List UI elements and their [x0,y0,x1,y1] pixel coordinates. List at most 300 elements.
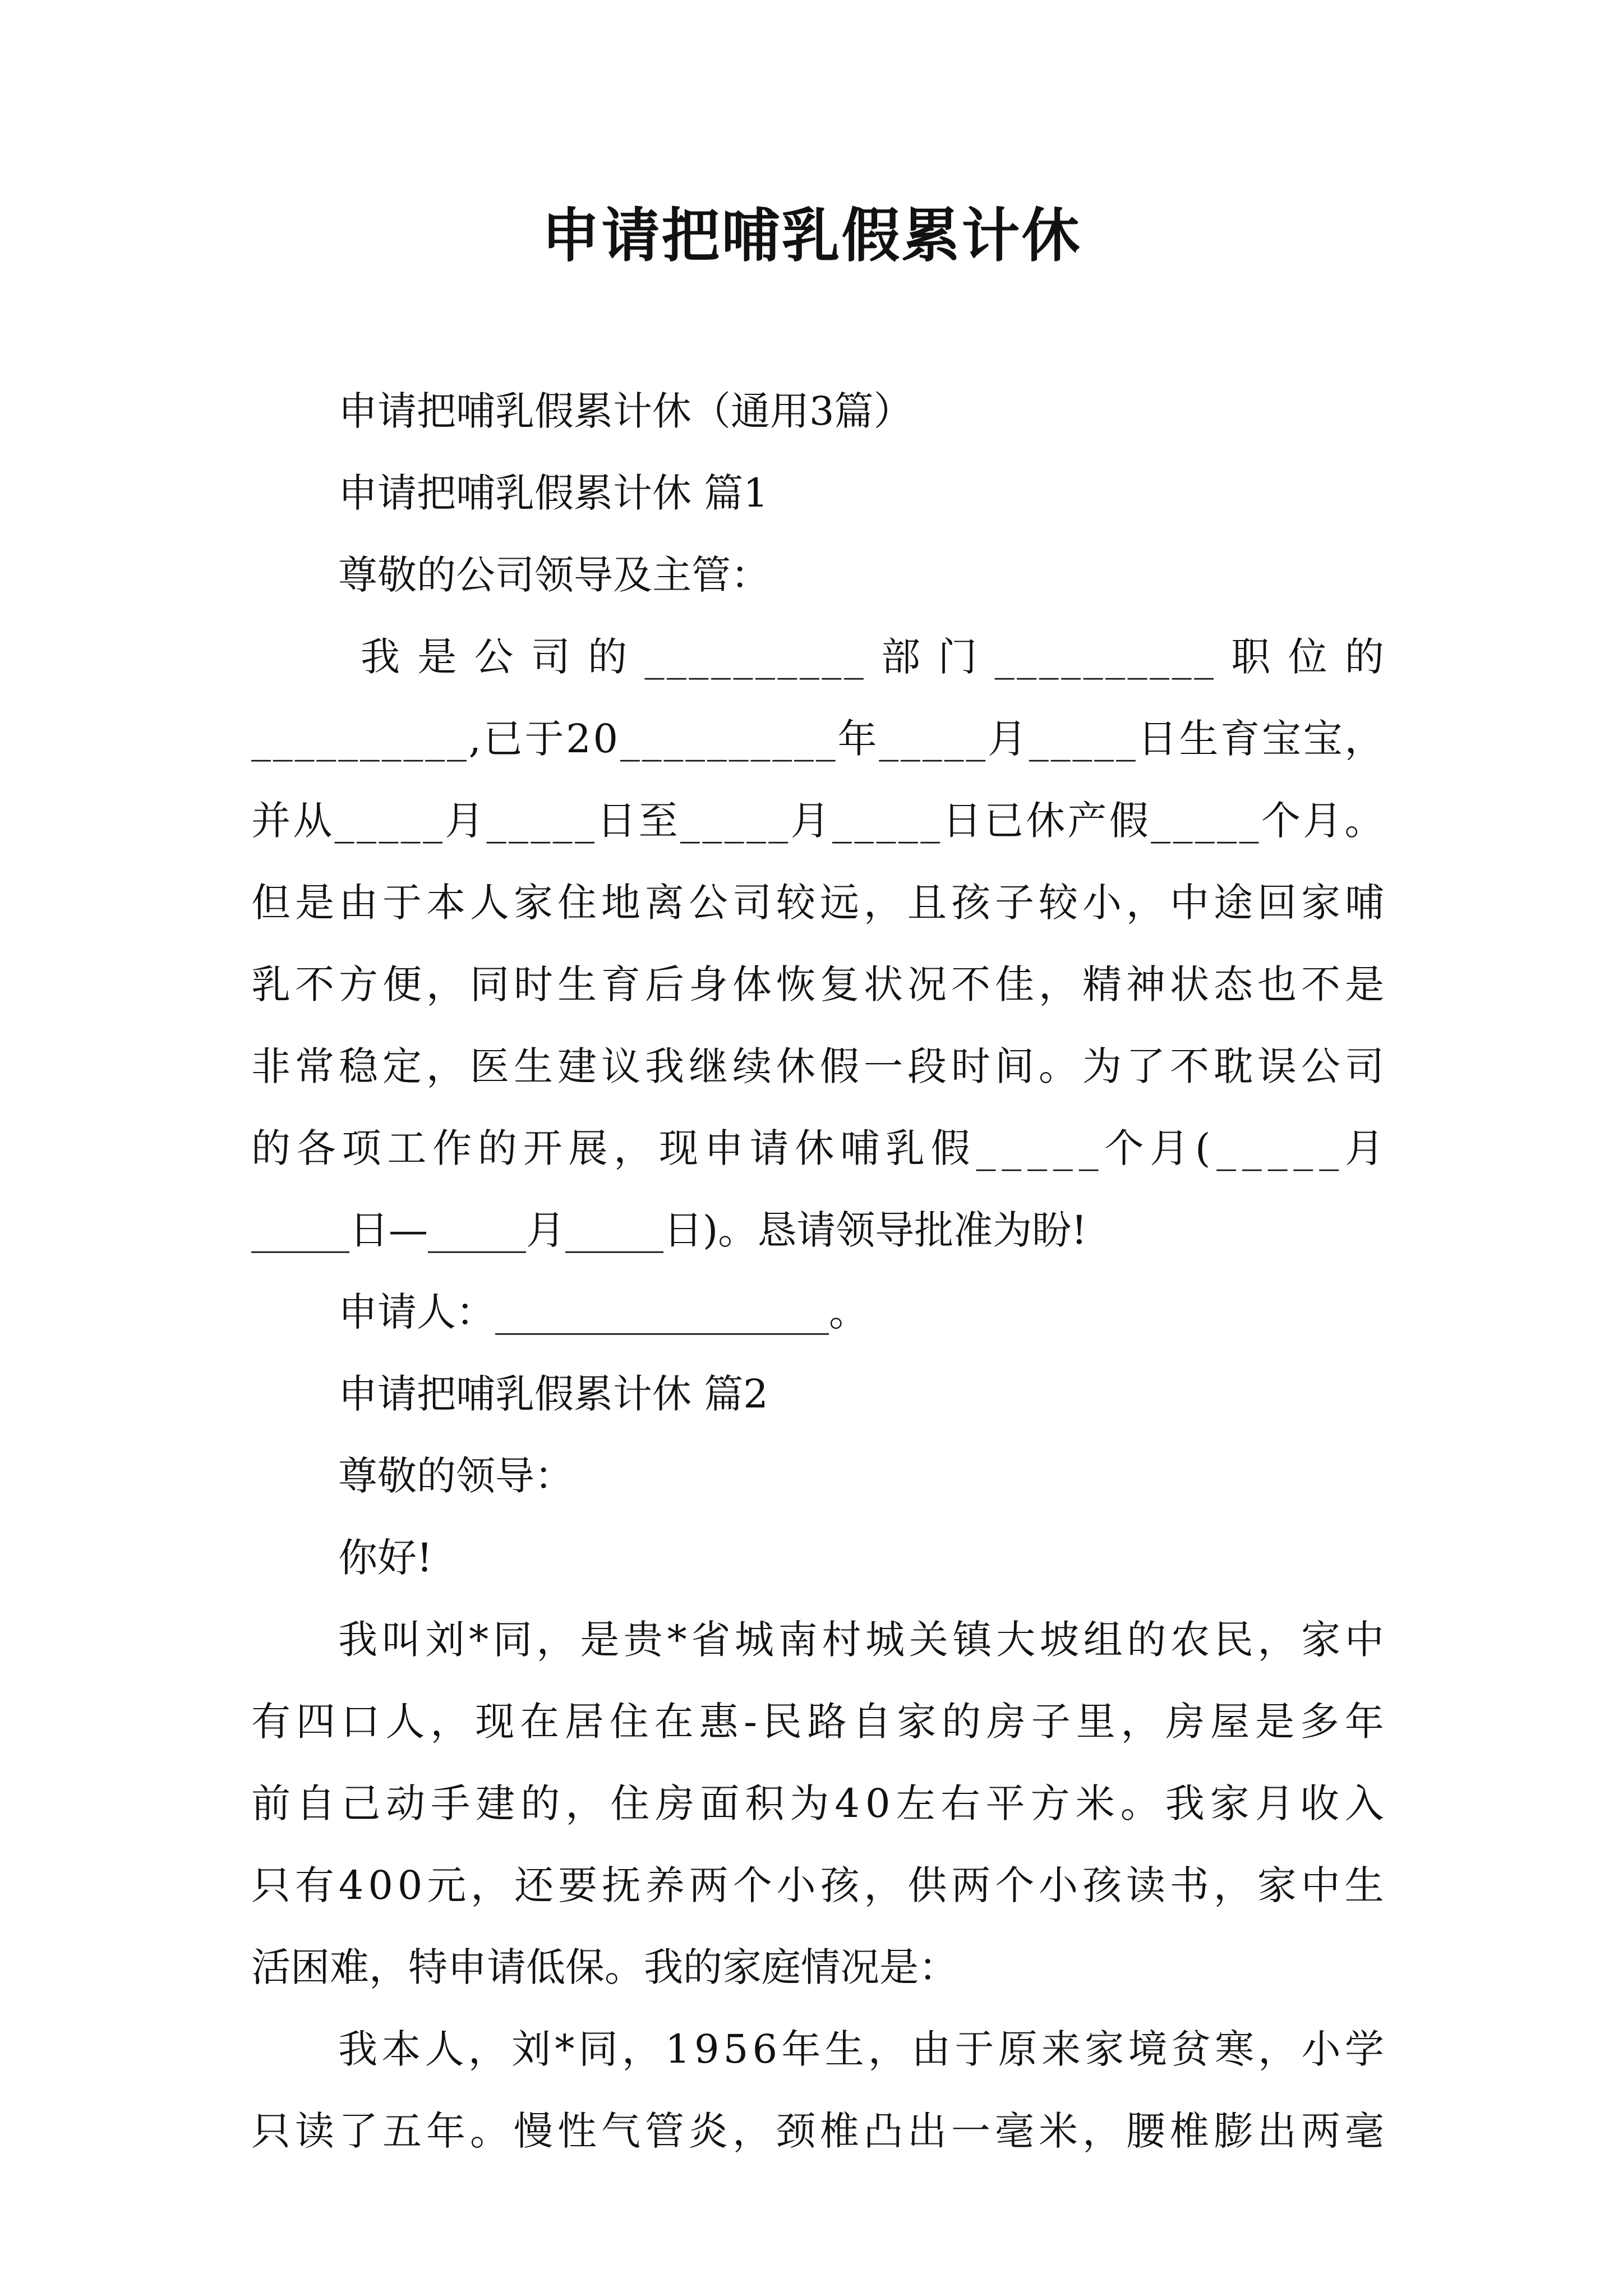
text-line: 申请把哺乳假累计休 篇2 [338,1371,768,1417]
text-char: _ [724,798,744,844]
text-char: 毫 [1345,2108,1384,2154]
text-char: 但 [251,880,291,926]
text-char: 关 [909,1617,948,1663]
text-line [251,1025,1384,1107]
text-char: 村 [822,1617,861,1663]
text-char: 省 [691,1617,731,1663]
text-char: 是 [1345,961,1384,1007]
text-char: _ [815,716,836,762]
text-char: 2 [566,716,591,762]
text-char: _ [294,716,315,762]
text-char: 现 [659,1125,699,1171]
text-char: 己 [341,1780,381,1826]
text-char: 口 [340,1699,380,1745]
text-char: ， [1082,2108,1122,2154]
text-char: _ [1195,798,1215,844]
text-char: 年 [1344,1699,1384,1745]
text-char: 的 [251,1125,291,1171]
text-char: 元 [427,1862,467,1908]
text-char: _ [531,798,551,844]
text-char: _ [711,634,731,680]
text-char: 6 [752,2026,778,2072]
text-char: _ [768,798,789,844]
text-char: 要 [558,1862,598,1908]
text-char: _ [733,634,753,680]
text-char: 毫 [995,2108,1034,2154]
text-char: ， [1344,716,1384,762]
text-char [866,616,878,698]
text-char [1330,616,1342,698]
text-char: _ [422,798,442,844]
text-char: 生 [824,2026,864,2072]
text-char: 房 [655,1780,695,1826]
text-char: 状 [864,961,903,1007]
text-char: _ [251,716,271,762]
text-line [251,862,1384,944]
text-line: 你好! [338,1535,433,1581]
text-char: _ [1078,1125,1099,1171]
text-char: 续 [732,1043,772,1089]
text-char: ， [536,1617,576,1663]
text-char: _ [403,716,423,762]
text-char: 腰 [1126,2108,1165,2154]
text-char: 椎 [1170,2108,1209,2154]
text-line [251,1763,1384,1844]
text-char: 0 [368,1862,393,1908]
text-char: 由 [911,2026,951,2072]
text-char: 子 [1031,1699,1071,1745]
text-char: 月 [445,798,485,844]
text-char: 方 [339,961,378,1007]
text-char: 方 [1030,1780,1070,1826]
text-char: 有 [294,1862,334,1908]
text-char: 性 [557,2108,597,2154]
text-char: 月 [1255,1780,1294,1826]
text-char: 请 [749,1125,789,1171]
text-char: _ [1319,1125,1339,1171]
text-char: _ [1151,798,1171,844]
text-char: 个 [1261,798,1301,844]
text-char: 身 [689,961,728,1007]
text-char: 。 [1120,1780,1160,1826]
text-char: 乳 [885,1125,925,1171]
text-char: 多 [1299,1699,1339,1745]
text-char: 各 [296,1125,336,1171]
text-char: 的 [588,634,628,680]
text-char: 城 [865,1617,905,1663]
text-char: 居 [564,1699,604,1745]
text-char: _ [901,716,921,762]
text-char: 日 [1137,716,1177,762]
text-char: 生 [1344,1862,1384,1908]
text-char: 间 [995,1043,1034,1089]
text-char: _ [400,798,421,844]
text-char: 假 [820,1043,859,1089]
text-char: _ [702,798,722,844]
text-char: 于 [955,2026,994,2072]
text-char: 我 [338,2026,377,2072]
text-char: _ [642,716,662,762]
text-char: _ [755,634,775,680]
text-char: 日 [597,798,637,844]
text-char: 0 [593,716,619,762]
text-char: 小 [776,1862,816,1908]
text-char: 镇 [952,1617,992,1663]
text-char: 凸 [864,2108,903,2154]
text-char: 一 [864,1043,903,1089]
text-char: 组 [1083,1617,1123,1663]
text-char: ， [732,2108,772,2154]
text-char: _ [944,716,964,762]
text-char: 体 [732,961,772,1007]
text-char: 便 [382,961,422,1007]
text-char: 位 [1288,634,1327,680]
text-char: 孩 [1082,1862,1122,1908]
text-char: 5 [723,2026,749,2072]
text-char: 同 [492,1617,532,1663]
text-char: 育 [1220,716,1260,762]
text-char: 还 [514,1862,554,1908]
text-char: ， [1126,880,1165,926]
text-char: 于 [382,880,422,926]
text-char: _ [1039,634,1059,680]
text-char: 寒 [1215,2026,1255,2072]
text-char: 于 [524,716,564,762]
text-char: _ [879,716,899,762]
text-char: _ [334,798,354,844]
text-char: _ [689,634,709,680]
text-line: _____日—_____月_____日)。恳请领导批准为盼! [251,1207,1087,1253]
text-char: 年 [837,716,877,762]
text-char: 较 [776,880,815,926]
text-char: 的 [520,1780,560,1826]
text-char: 米 [1075,1780,1115,1826]
text-char: 日 [942,798,982,844]
text-char: 人 [385,1699,425,1745]
text-char: _ [777,634,797,680]
text-char: 职 [1231,634,1271,680]
text-char: 气 [601,2108,640,2154]
text-char: 本 [426,880,465,926]
text-char: 颈 [776,2108,815,2154]
text-char: 宝 [1303,716,1343,762]
text-char: 从 [293,798,333,844]
text-char: _ [1150,634,1170,680]
text-line [251,1107,1384,1189]
text-char: 家 [1257,1862,1297,1908]
text-char: _ [1029,716,1049,762]
text-char: 年 [781,2026,821,2072]
text-char [980,616,992,698]
text-char: ， [614,1125,653,1171]
text-char: _ [552,798,573,844]
text-char: 开 [523,1125,562,1171]
text-char: 门 [938,634,978,680]
text-char: 刘 [425,1617,465,1663]
text-char: 生 [514,1043,553,1089]
text-char: ， [864,1862,903,1908]
text-char: 医 [470,1043,509,1089]
text-char: _ [772,716,792,762]
text-char [630,616,642,698]
text-char: ， [1039,961,1078,1007]
text-char [1216,616,1229,698]
text-char: _ [1293,1125,1313,1171]
text-char: _ [1002,1125,1022,1171]
text-char: 只 [251,2108,291,2154]
text-char: ， [468,2026,508,2072]
text-char: _ [1017,634,1037,680]
text-char: 。 [1344,798,1384,844]
text-char: 同 [578,2026,618,2072]
text-char: 回 [1257,880,1297,926]
text-char: 书 [1169,1862,1209,1908]
text-char: 司 [732,880,772,926]
text-char: 不 [951,961,990,1007]
text-char: - [744,1699,757,1745]
text-char: 平 [985,1780,1025,1826]
text-char: 了 [339,2108,378,2154]
text-char: 休 [776,1043,815,1089]
text-char: 况 [907,961,947,1007]
text-char: 后 [645,961,684,1007]
text-char: 是 [417,634,457,680]
text-char: 个 [1104,1125,1144,1171]
text-char: 原 [998,2026,1038,2072]
text-char: 休 [795,1125,834,1171]
text-char: 坡 [1039,1617,1079,1663]
text-char: 状 [1170,961,1209,1007]
text-line: 活困难，特申请低保。我的家庭情况是： [251,1944,958,1990]
text-line [251,1681,1384,1763]
text-char: 左 [896,1780,935,1826]
text-char: 态 [1214,961,1253,1007]
text-char: _ [1172,634,1192,680]
text-char: , [468,716,481,762]
text-char: _ [920,798,940,844]
text-char: 至 [638,798,678,844]
text-char: 人 [425,2026,464,2072]
text-char: 米 [1039,2108,1078,2154]
text-line: 申请把哺乳假累计休（通用3篇） [338,388,913,434]
text-char: 动 [386,1780,426,1826]
text-char: 一 [951,2108,990,2154]
text-char: _ [750,716,771,762]
text-char: ， [864,880,903,926]
text-char: _ [486,798,506,844]
text-char [1273,616,1285,698]
text-char: _ [381,716,402,762]
document-title: 申请把哺乳假累计休 [541,201,1082,270]
text-char: 宝 [1261,716,1301,762]
text-char [923,616,935,698]
text-char: _ [832,798,852,844]
text-char: 叫 [381,1617,421,1663]
text-char: 时 [514,961,553,1007]
text-char: 继 [689,1043,728,1089]
text-char: 两 [689,1862,728,1908]
text-char: ， [565,1780,605,1826]
text-char: 我 [645,1043,684,1089]
text-char: 读 [295,2108,334,2154]
text-char: 由 [339,880,378,926]
text-char: 耽 [1214,1043,1253,1089]
text-char: 家 [1301,1617,1341,1663]
text-char: _ [1027,1125,1048,1171]
text-char: 误 [1257,1043,1297,1089]
text-char: 生 [1179,716,1219,762]
text-char: 南 [778,1617,818,1663]
text-char: 是 [1255,1699,1295,1745]
text-char: ， [1258,2026,1298,2072]
text-char: _ [1239,798,1259,844]
text-char: ， [430,1699,470,1745]
text-char: 月 [988,716,1027,762]
text-char: 自 [296,1780,336,1826]
text-char: 人 [470,880,509,926]
text-char: _ [922,716,942,762]
text-char: 假 [1109,798,1149,844]
text-char: _ [1127,634,1147,680]
text-char: ， [868,2026,907,2072]
text-char: _ [666,634,686,680]
text-char: 惠 [699,1699,739,1745]
text-char: _ [1194,634,1214,680]
text-char: 慢 [514,2108,553,2154]
text-char: ， [621,2026,661,2072]
text-char: 养 [645,1862,685,1908]
text-char: 休 [1026,798,1066,844]
text-char: 大 [996,1617,1036,1663]
text-char: 建 [476,1780,515,1826]
text-char: 中 [1170,880,1209,926]
text-char: 路 [807,1699,847,1745]
text-char: _ [994,634,1015,680]
text-char: 为 [1082,1043,1122,1089]
text-char: _ [1053,1125,1073,1171]
text-char: 工 [387,1125,427,1171]
text-char: ， [1121,1699,1160,1745]
text-char: _ [1050,716,1071,762]
text-char: 的 [1344,634,1384,680]
text-char [403,616,415,698]
text-char: _ [794,716,814,762]
text-char: 在 [520,1699,560,1745]
text-char: 收 [1299,1780,1339,1826]
text-char: _ [685,716,706,762]
text-char: 个 [732,1862,772,1908]
text-char: 来 [1041,2026,1081,2072]
text-char: 中 [1344,1617,1384,1663]
text-char: 住 [557,880,597,926]
text-char: 住 [609,1699,649,1745]
text-char: _ [359,716,380,762]
text-char: 出 [907,2108,947,2154]
text-char: ， [1213,1862,1253,1908]
text-char: 非 [251,1043,291,1089]
text-char: 里 [1076,1699,1115,1745]
text-char: 家 [897,1699,937,1745]
text-char: 不 [1301,961,1340,1007]
text-line: 尊敬的公司领导及主管： [338,552,770,598]
text-char: 现 [475,1699,515,1745]
text-char: 4 [834,1780,860,1826]
text-char: _ [976,1125,996,1171]
text-char: _ [707,716,727,762]
text-char: _ [746,798,766,844]
text-char: 两 [951,1862,991,1908]
text-char: ， [471,1862,510,1908]
text-char: 年 [426,2108,465,2154]
text-char: 0 [865,1780,891,1826]
text-char: ， [426,961,465,1007]
text-char: 民 [762,1699,802,1745]
text-char: 精 [1082,961,1122,1007]
text-char: 的 [942,1699,981,1745]
text-char: _ [1173,798,1193,844]
text-char: 月 [790,798,830,844]
text-line [251,698,1384,780]
text-char: 较 [1039,880,1078,926]
text-char: 在 [654,1699,694,1745]
text-char: 议 [601,1043,640,1089]
text-char: 本 [381,2026,421,2072]
text-char: 司 [531,634,570,680]
text-char: _ [663,716,684,762]
text-char: _ [273,716,293,762]
text-char: 积 [745,1780,785,1826]
text-char: 时 [951,1043,990,1089]
text-char: _ [1083,634,1103,680]
text-line: 申请人：_________________。 [338,1289,868,1335]
text-char: 。 [470,2108,509,2154]
text-line [251,1599,1384,1681]
text-char: 面 [700,1780,740,1826]
text-char: 是 [295,880,334,926]
text-char: 贵 [623,1617,663,1663]
text-char: _ [1242,1125,1262,1171]
text-char: ， [426,1043,465,1089]
text-char: 五 [382,2108,422,2154]
text-char: _ [680,798,700,844]
text-char: 假 [930,1125,970,1171]
text-char: _ [356,798,376,844]
text-char: 复 [820,961,859,1007]
text-char: _ [1094,716,1114,762]
text-char: * [555,2026,575,2072]
text-char: 住 [610,1780,650,1826]
text-char: 出 [1257,2108,1297,2154]
text-char: 我 [361,634,400,680]
text-char: 4 [338,1862,364,1908]
text-line [251,2090,1384,2172]
text-char: 小 [1039,1862,1078,1908]
text-char: 有 [251,1699,291,1745]
text-char: 房 [1165,1699,1205,1745]
text-char: 公 [689,880,728,926]
text-char: 我 [338,1617,377,1663]
text-char: _ [338,716,358,762]
text-char: 公 [474,634,514,680]
text-char: 子 [995,880,1034,926]
text-char: 是 [580,1617,620,1663]
text-char: 中 [1301,1862,1340,1908]
text-char: 项 [342,1125,381,1171]
text-char: 民 [1214,1617,1253,1663]
text-char: 贫 [1171,2026,1211,2072]
text-char: 家 [1210,1780,1249,1826]
text-char: _ [446,716,467,762]
